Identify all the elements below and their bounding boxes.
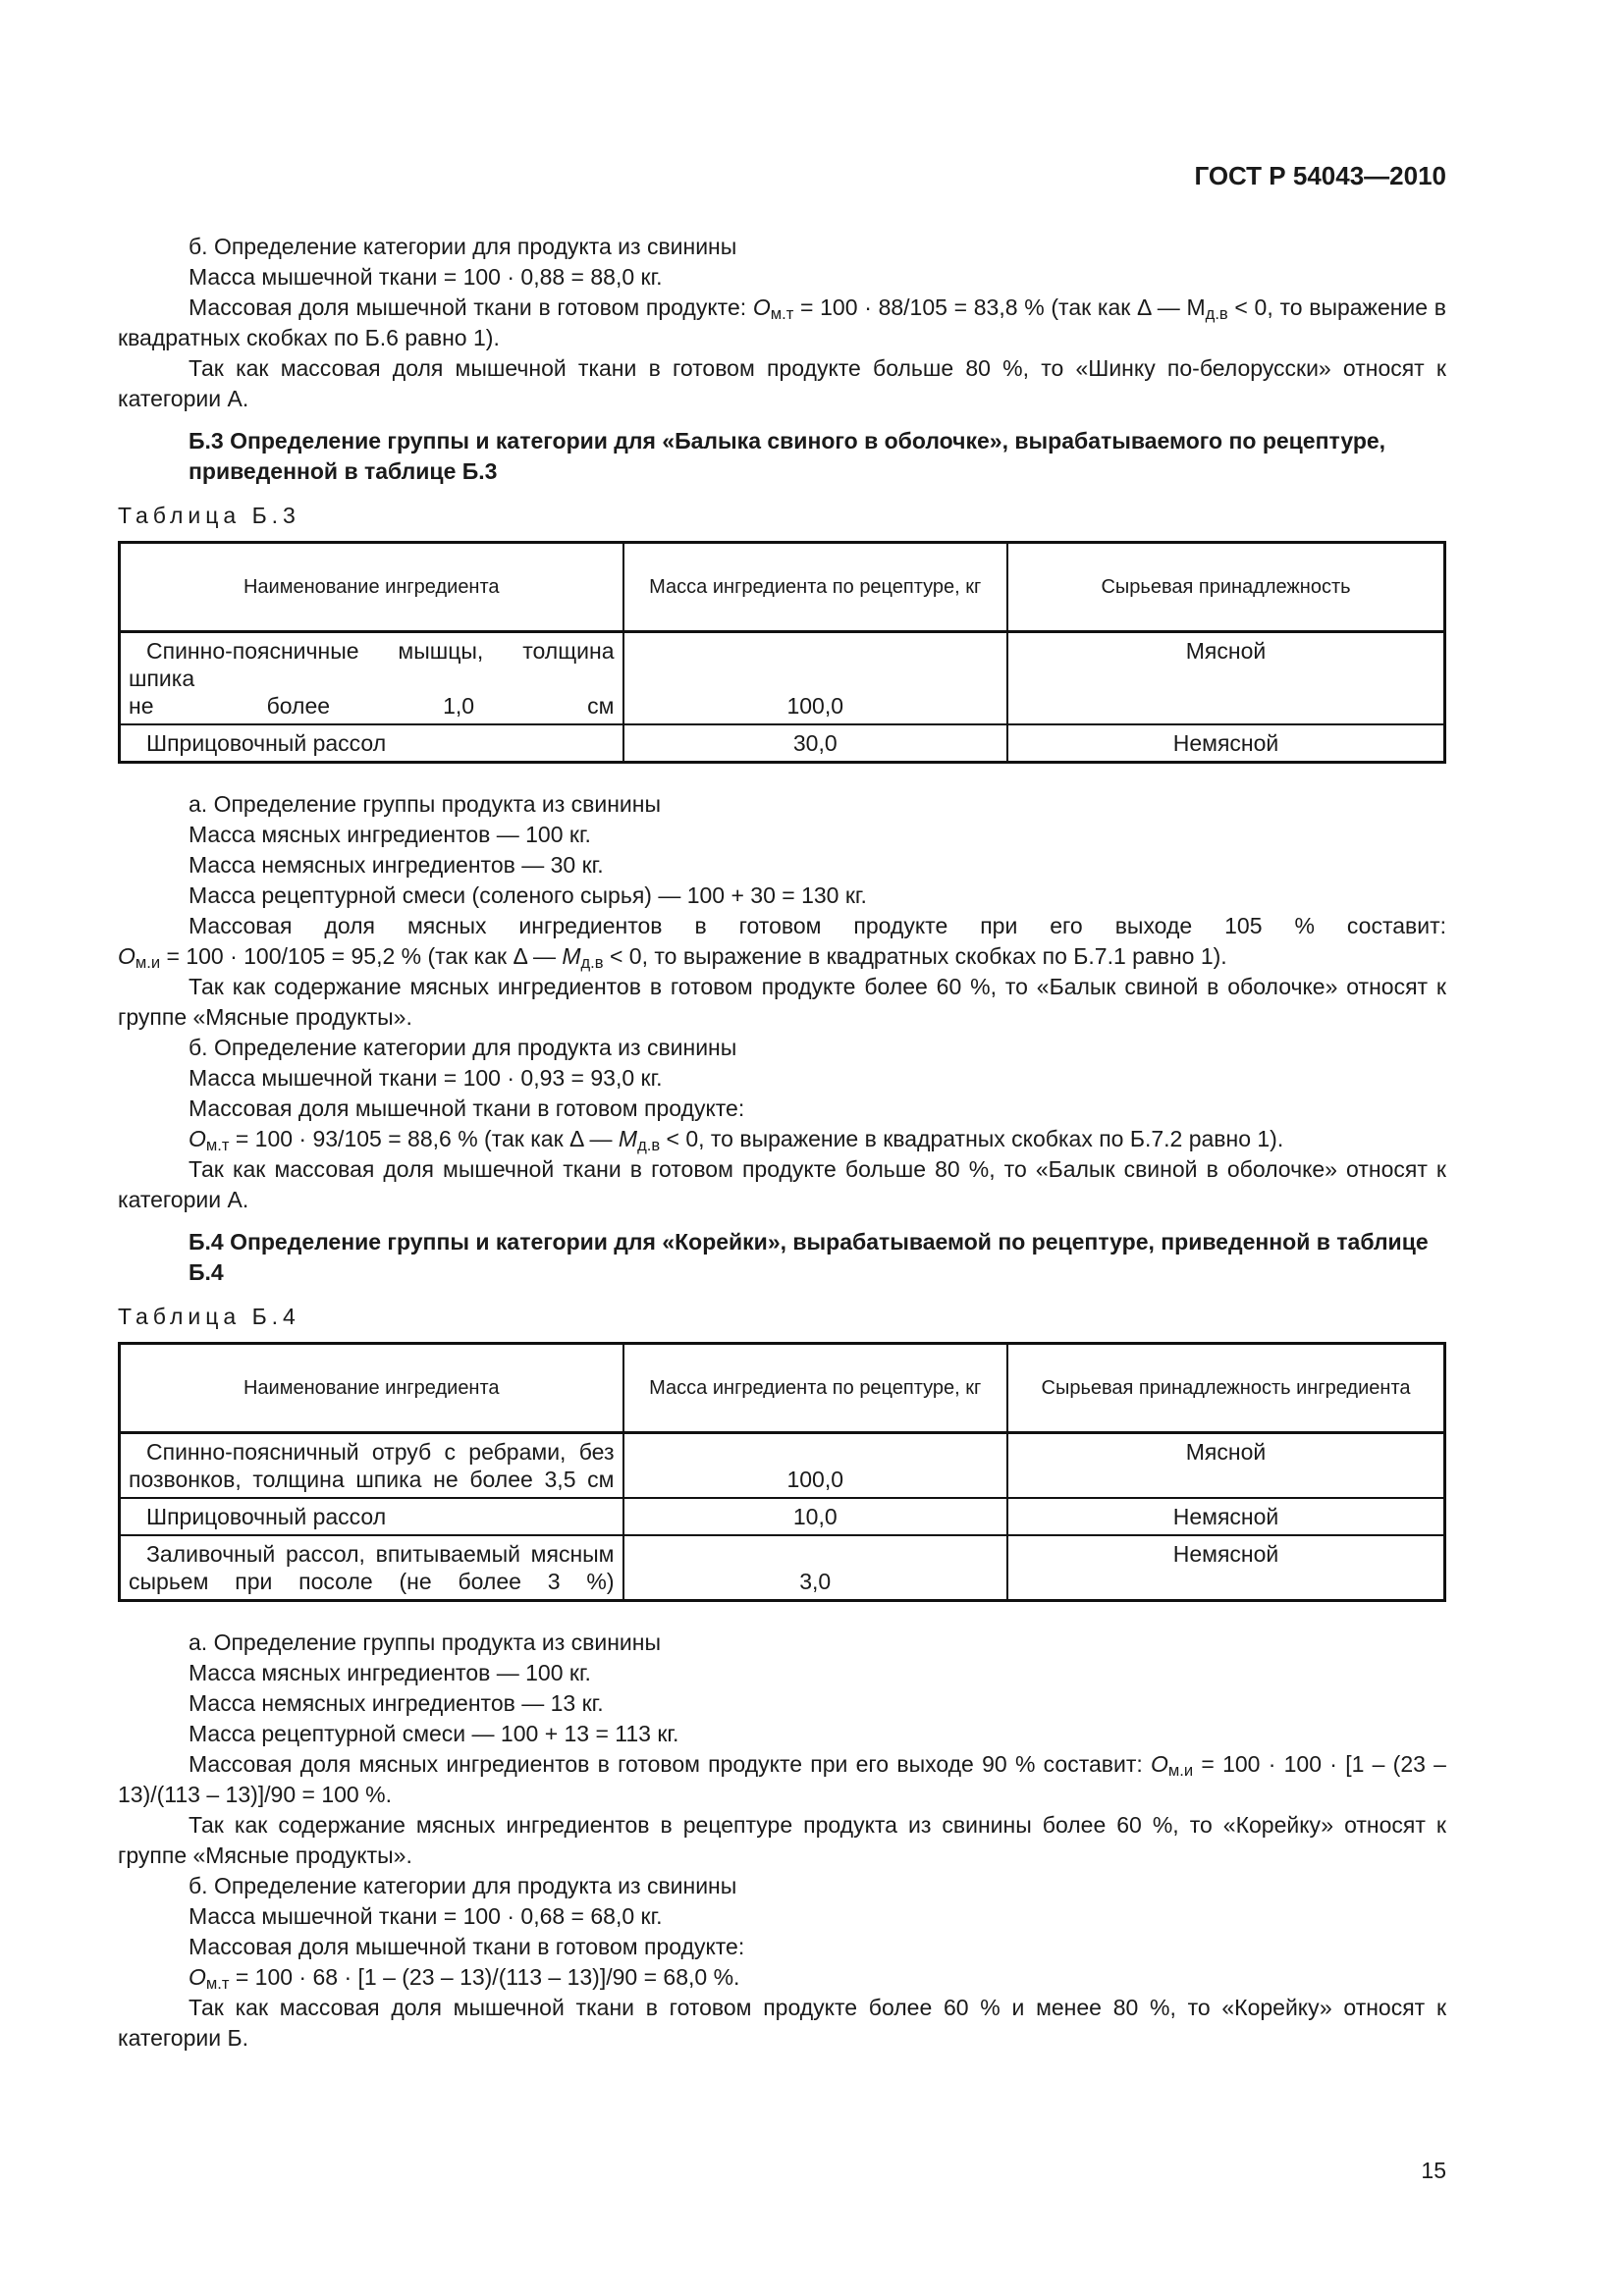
category-cell: Немясной	[1007, 1535, 1445, 1601]
table-b3	[118, 541, 1446, 764]
category-cell: Мясной	[1007, 632, 1445, 725]
ingredient-cell: Шприцовочный рассол	[120, 1498, 623, 1535]
subsection-title: б. Определение категории для продукта из свинины	[189, 1873, 737, 1898]
conclusion-paragraph: Так как массовая доля мышечной ткани в готовом продукте больше 80 %, то «Шинку по-белорусски» относят к категории А.	[118, 355, 1446, 411]
column-header: Масса ингредиента по рецептуре, кг	[623, 543, 1008, 632]
formula-paragraph: $О_{м.т} = 100 \cdot 93/105 = 88,6$ % (так как Δ — $М_{д.в} < 0$, то выражение в квадратных скобках по Б.7.2 равно 1).	[189, 1126, 1284, 1155]
subsection-title: б. Определение категории для продукта из свинины	[189, 234, 737, 259]
paragraph: Масса мышечной ткани = 100 · 0,68 = 68,0 кг.	[189, 1903, 663, 1929]
formula-paragraph: Массовая доля мышечной ткани в готовом продукте: $О_{м.т} = 100 \cdot 88/105 = 83,8$ % (так как Δ — $М_{д.в} < 0$, то выражение в квадратных скобках по Б.6 равно 1).	[118, 294, 1446, 350]
paragraph: Масса немясных ингредиентов — 30 кг.	[189, 852, 604, 878]
table-b4	[118, 1342, 1446, 1602]
table-header-row	[120, 543, 1445, 632]
table-row	[120, 1535, 1445, 1601]
column-header: Наименование ингредиента	[120, 1344, 623, 1433]
subsection-title: а. Определение группы продукта из свинины	[189, 1629, 662, 1655]
category-cell: Немясной	[1007, 1498, 1445, 1535]
paragraph: Масса рецептурной смеси — 100 + 13 = 113 кг.	[189, 1721, 679, 1746]
table-caption-b4: Таблица Б.4	[118, 1304, 300, 1329]
formula-paragraph-line1: Массовая доля мясных ингредиентов в готовом продукте при его выходе 105 % составит:	[189, 913, 1446, 938]
subsection-title: а. Определение группы продукта из свинины	[189, 791, 662, 817]
paragraph: Массовая доля мышечной ткани в готовом продукте:	[189, 1934, 745, 1959]
paragraph: Масса мышечной ткани = 100 · 0,88 = 88,0 кг.	[189, 264, 663, 290]
conclusion-paragraph: Так как массовая доля мышечной ткани в готовом продукте больше 80 %, то «Балык свиной в оболочке» относят к категории А.	[118, 1156, 1446, 1212]
formula-paragraph-line2: $О_{м.и} = 100 \cdot 100/105 = 95,2$ % (так как Δ — $М_{д.в} < 0$, то выражение в квадратных скобках по Б.7.1 равно 1).	[118, 943, 1227, 973]
formula-paragraph: $О_{м.т} = 100 \cdot 68 \cdot [1 - (23 - 13)/(113 - 13)]/90 = 68,0$ %.	[189, 1964, 740, 1994]
paragraph: Массовая доля мышечной ткани в готовом продукте:	[189, 1095, 745, 1121]
paragraph: Масса рецептурной смеси (соленого сырья) — 100 + 30 = 130 кг.	[189, 882, 867, 908]
category-cell: Немясной	[1007, 724, 1445, 763]
ingredient-cell: Заливочный рассол, впитываемый мясным сырьем при посоле (не более 3 %)	[120, 1535, 623, 1601]
category-cell: Мясной	[1007, 1433, 1445, 1499]
mass-cell: 30,0	[623, 724, 1008, 763]
ingredient-cell: Спинно-поясничный отруб с ребрами, без позвонков, толщина шпика не более 3,5 см	[120, 1433, 623, 1499]
table-caption-b3: Таблица Б.3	[118, 503, 300, 528]
mass-cell: 100,0	[623, 1433, 1008, 1499]
page-content	[118, 232, 1446, 2054]
page-number: 15	[1421, 2158, 1446, 2183]
conclusion-paragraph: Так как содержание мясных ингредиентов в готовом продукте более 60 %, то «Балык свиной в оболочке» относят к группе «Мясные продукты».	[118, 974, 1446, 1030]
formula-paragraph: Массовая доля мясных ингредиентов в готовом продукте при его выходе 90 % составит: $О_{м.и} = 100 \cdot 100 \cdot [1 - (23 - 13)/(113 - 13)]/90 = 100$ %.	[118, 1751, 1446, 1807]
mass-cell: 10,0	[623, 1498, 1008, 1535]
ingredient-cell: Спинно-поясничные мышцы, толщина шпика не более 1,0 см	[120, 632, 623, 725]
subsection-title: б. Определение категории для продукта из свинины	[189, 1035, 737, 1060]
table-row	[120, 1433, 1445, 1499]
paragraph: Масса немясных ингредиентов — 13 кг.	[189, 1690, 604, 1716]
paragraph: Масса мясных ингредиентов — 100 кг.	[189, 822, 591, 847]
ingredient-cell: Шприцовочный рассол	[120, 724, 623, 763]
paragraph: Масса мышечной ткани = 100 · 0,93 = 93,0 кг.	[189, 1065, 663, 1091]
conclusion-paragraph: Так как массовая доля мышечной ткани в готовом продукте более 60 % и менее 80 %, то «Корейку» относят к категории Б.	[118, 1995, 1446, 2051]
table-row	[120, 1498, 1445, 1535]
mass-cell: 100,0	[623, 632, 1008, 725]
section-heading-b4: Б.4 Определение группы и категории для «Корейки», вырабатываемой по рецептуре, приведенной в таблице Б.4	[189, 1229, 1429, 1285]
column-header: Наименование ингредиента	[120, 543, 623, 632]
table-row	[120, 632, 1445, 725]
section-heading-b3: Б.3 Определение группы и категории для «Балыка свиного в оболочке», вырабатываемого по рецептуре, приведенной в таблице Б.3	[189, 428, 1386, 484]
paragraph: Масса мясных ингредиентов — 100 кг.	[189, 1660, 591, 1685]
table-header-row	[120, 1344, 1445, 1433]
document-id: ГОСТ Р 54043—2010	[1194, 161, 1446, 190]
column-header: Сырьевая принадлежность ингредиента	[1007, 1344, 1445, 1433]
mass-cell: 3,0	[623, 1535, 1008, 1601]
column-header: Масса ингредиента по рецептуре, кг	[623, 1344, 1008, 1433]
table-row	[120, 724, 1445, 763]
column-header: Сырьевая принадлежность	[1007, 543, 1445, 632]
conclusion-paragraph: Так как содержание мясных ингредиентов в рецептуре продукта из свинины более 60 %, то «Корейку» относят к группе «Мясные продукты».	[118, 1812, 1446, 1868]
